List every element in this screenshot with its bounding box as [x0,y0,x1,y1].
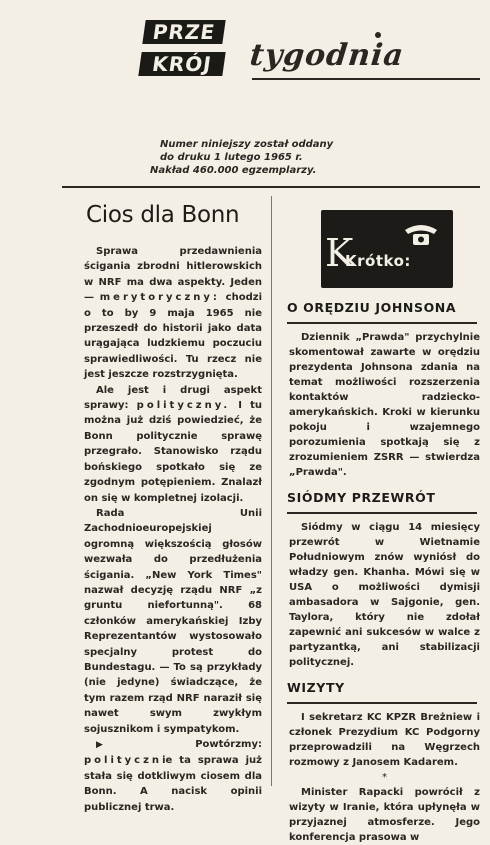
right-column [283,196,480,845]
paragraph-4-text: Powtórzmy: [195,739,262,750]
masthead-dot [375,32,381,38]
paragraph-1-spaced: merytoryczny: [99,292,220,304]
paragraph-2-spaced: polityczny. [136,400,231,412]
paragraph-4-rest: ie ta sprawa już stała się dotkliwym ciosem dla Bonn. A nacisk opinii publicznej trwa. [84,755,262,813]
paragraph-1-rest: chodzi o to by 9 maja 1965 nie przeszedł do historii jako data urągająca ludzkiemu poczuciu sprawiedliwości. Tu rzecz nie jest jeszcze rozstrzygnięta. [84,292,262,381]
paragraph-4-spaced: polityczn [84,755,163,767]
section-text-wizyty-1: I sekretarz KC KPZR Breżniew i członek Prezydium KC Podgorny przeprowadzili na Węgrzech rozmowy z Janosem Kadarem. [289,712,480,768]
article-paragraph-2 [84,383,262,506]
arrow-icon: ▶ [96,740,193,750]
paragraph-2-rest: I tu można już dziś powiedzieć, że Bonn politycznie sprawę przegrało. Stanowisko rządu bońskiego spotkało się ze zgodnym potępieniem. Znalazł on się w kompletnej izolacji. [84,400,262,504]
article-title: Cios dla Bonn [86,202,240,228]
krotko-box [321,210,453,288]
masthead-word: tygodnia [248,38,406,73]
section-heading-wizyty: WIZYTY [287,680,345,695]
section-text-wizyty-2: Minister Rapacki powrócił z wizyty w Iranie, która upłynęła w przyjaznej atmosferze. Jego konferencja prasowa w [289,787,480,843]
paragraph-1-text: Sprawa przedawnienia ścigania zbrodni hitlerowskich w NRF ma dwa aspekty. Jeden — [84,246,262,304]
section-rule [287,322,477,324]
telephone-icon [401,218,441,248]
krotko-label: Krótko: [345,252,411,270]
section-heading-johnson: O ORĘDZIU JOHNSONA [287,300,457,315]
column-divider [271,196,272,786]
section-rule [287,702,477,704]
article-paragraph-1 [84,244,262,383]
article-paragraph-3: Rada Unii Zachodnioeuropejskiej ogromną większością głosów wezwała do przedłużenia ścigania. „New York Times" nazwał decyzję rządu NRF „z gruntu niefortunną". 68 członków amerykańskiej Izby Reprezentantów wystosowało specjalny protest do Bundestagu. — To są przykłady (nie jedyne) świadczące, że tym razem rząd NRF naraził się nawet swym zwykłym sojusznikom i sympatykom. [84,507,262,735]
article-paragraph-4 [84,737,262,815]
left-column [84,196,262,815]
section-text-johnson: Dziennik „Prawda" przychylnie skomentował zawarte w orędziu prezydenta Johnsona zdania na temat możliwości rozszerzenia kontaktów radziecko-amerykańskich. Kroki w kierunku pokoju i wzajemnego porozumienia spotkają się z zrozumieniem ZSRR — stwierdza „Prawda". [289,332,480,478]
imprint-line-1: Numer niniejszy został oddany [160,139,334,150]
section-text-przewrot: Siódmy w ciągu 14 miesięcy przewrót w Wietnamie Południowym znów wyniósł do władzy gen. Khanha. Mówi się w USA o możliwości dymisji ambasadora w Sajgonie, gen. Taylora, który nie zdołał zapewnić ani sukcesów w walce z partyzantką, ani stabilizacji politycznej. [289,522,480,668]
krotko-letter: K [325,231,354,275]
logo-line-1: PRZE [142,20,225,44]
imprint-line-2: do druku 1 lutego 1965 r. [160,152,303,163]
logo-line-2: KRÓJ [138,52,225,76]
paragraph-2-text: Ale jest i drugi aspekt sprawy: [84,384,262,412]
masthead-underline [252,78,480,80]
imprint-line-3: Nakład 460.000 egzemplarzy. [150,165,317,176]
separator-star: * [382,772,387,783]
section-heading-przewrot: SIÓDMY PRZEWRÓT [287,490,436,505]
section-rule [287,512,477,514]
imprint-note [150,138,480,177]
masthead-logo [140,20,238,76]
header-rule [62,186,480,188]
